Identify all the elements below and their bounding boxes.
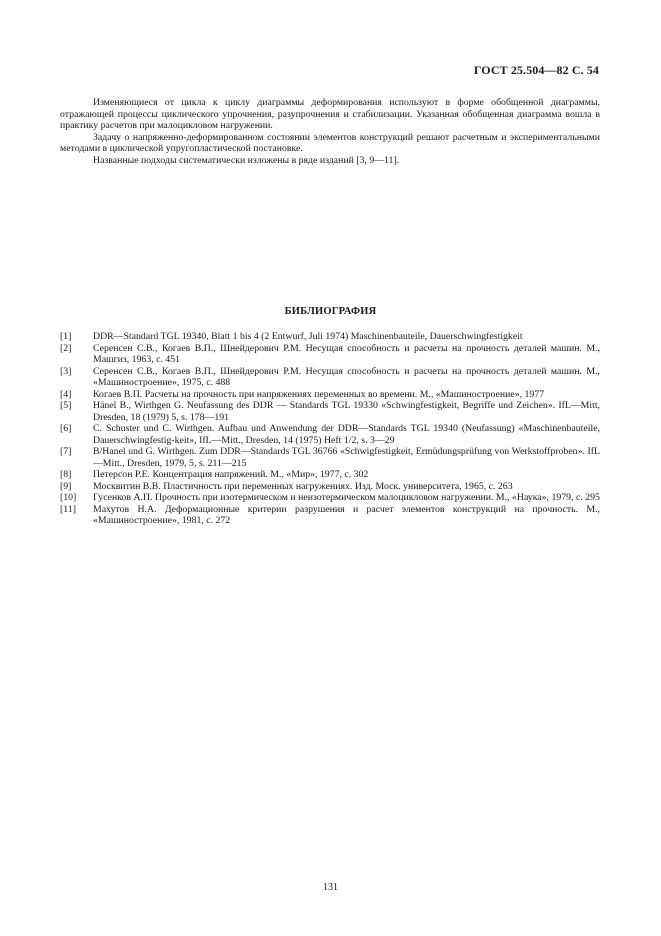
bibliography-item-number: [6] (60, 423, 72, 434)
bibliography-item-number: [11] (60, 503, 76, 515)
bibliography-title: БИБЛИОГРАФИЯ (284, 306, 377, 317)
bibliography-item (60, 400, 600, 423)
bibliography-item-text: Серенсен С.В., Когаев В.П., Шнейдерович Р.М. Несущая способность и расчеты на прочность деталей машин. М., «Машиностроение», 1975, с. 488 (93, 365, 600, 388)
bibliography-item (60, 366, 600, 389)
bibliography-item-text: Петерсон Р.Е. Концентрация напряжений. М., «Мир», 1977, с. 302 (93, 469, 369, 480)
bibliography-item-text: Гусенков А.П. Прочность при изотермическом и неизотермическом малоцикловом нагружении. М., «Наука», 1979, с. 295 (93, 492, 600, 503)
bibliography-item (60, 423, 600, 446)
page-number: 131 (323, 882, 338, 893)
bibliography-item-number: [2] (60, 342, 72, 354)
bibliography-item-number: [7] (60, 446, 72, 457)
intro-paragraph: Задачу о напряженно-деформированном состоянии элементов конструкций решают расчетным и экспериментальными методами в циклической упругопластической постановке. (60, 131, 600, 154)
bibliography-list (60, 331, 600, 527)
bibliography-item (60, 446, 600, 469)
intro-paragraph: Названные подходы систематически изложены в ряде изданий [3, 9—11]. (93, 154, 400, 166)
bibliography-item-text: Когаев В.П. Расчеты на прочность при напряжениях переменных во времени. М., «Машиностроение», 1977 (93, 388, 545, 400)
document-header: ГОСТ 25.504—82 С. 54 (473, 63, 599, 77)
bibliography-item (60, 504, 600, 527)
bibliography-item-text: Серенсен С.В., Когаев В.П., Шнейдерович Р.М. Несущая способность и расчеты на прочность деталей машин. М., Машгиз, 1963, с. 451 (93, 342, 600, 365)
bibliography-item-text: Махутов Н.А. Деформационные критерии разрушения и расчет элементов конструкций на прочность. М., «Машиностроение», 1981, с. 272 (93, 503, 600, 526)
bibliography-item (60, 469, 600, 481)
bibliography-item-text: DDR—Standard TGL 19340, Blatt 1 bis 4 (2 Entwurf, Juli 1974) Maschinenbauteile, Dauerschwingfestigkeit (93, 331, 523, 342)
bibliography-item-text: B/Hanel und G. Wirthgen. Zum DDR—Standards TGL 36766 «Schwigfestigkeit, Ermüdungsprüfung von Werkstoffproben». IfL—Mitt., Dresden, 1979, 5, s. 211—215 (93, 446, 600, 469)
bibliography-item (60, 331, 600, 343)
bibliography-item-text: Hänel B., Wirthgen G. Neufassung des DDR — Standards TGL 19330 «Schwingfestigkeit, Begriffe und Zeichen». IfL—Mitt, Dresden, 18 (1979) 5, s. 178—191 (93, 400, 600, 423)
bibliography-item (60, 389, 600, 401)
bibliography-item-text: Москвитин В.В. Пластичность при переменных нагружениях. Изд. Моск. университета, 1965, с. 263 (93, 480, 513, 492)
bibliography-item-text: C. Schuster und C. Wirthgen. Aufbau und Anwendung der DDR—Standards TGL 19340 (Neufassung) «Maschinenbauteile, Dauerschwingfestig-keit», IfL—Mitt., Dresden, 14 (1975) Heft 1/2, s. 3—29 (93, 423, 600, 446)
bibliography-item-number: [9] (60, 480, 72, 492)
bibliography-item-number: [3] (60, 365, 72, 377)
bibliography-item-number: [5] (60, 400, 72, 411)
bibliography-item (60, 481, 600, 493)
bibliography-item-number: [8] (60, 469, 72, 480)
bibliography-item (60, 492, 600, 504)
bibliography-item-number: [10] (60, 492, 77, 503)
bibliography-item-number: [1] (60, 331, 72, 342)
intro-text (60, 97, 600, 166)
bibliography-item (60, 343, 600, 366)
bibliography-item-number: [4] (60, 388, 72, 400)
intro-paragraph: Изменяющиеся от цикла к циклу диаграммы деформирования используют в форме обобщенной диаграммы, отражающей процессы циклического упрочнения, разупрочнения и стабилизации. Указанная обобщенная диаграмма вошла в практику расчетов при малоцикловом нагружении. (60, 97, 600, 131)
